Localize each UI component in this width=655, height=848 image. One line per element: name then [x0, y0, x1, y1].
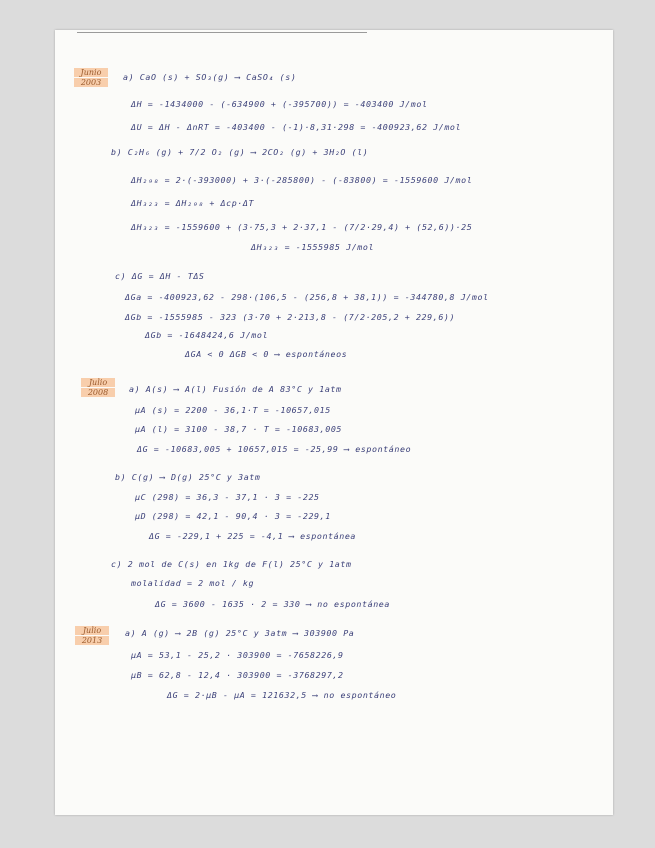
line-reaction-a: a) CaO (s) + SO₃(g) ⟶ CaSO₄ (s) [123, 72, 297, 82]
line-reaction-b: b) C₂H₆ (g) + 7/2 O₂ (g) ⟶ 2CO₂ (g) + 3H₂O (l) [111, 147, 369, 157]
section-tag-julio-2013 [72, 626, 112, 645]
line-enthalpy-323-calc: ΔH₃₂₃ = -1559600 + (3·75,3 + 2·37,1 - (7/2·29,4) + (52,6))·25 [131, 222, 473, 232]
line-gibbs-ab: ΔG = 2·μB - μA = 121632,5 ⟶ no espontáneo [167, 690, 397, 700]
line-enthalpy: ΔH = -1434000 - (-634900 + (-395700)) = -403400 J/mol [131, 99, 428, 109]
section-tag-junio-2003 [71, 68, 111, 87]
line-internal-energy: ΔU = ΔH - ΔnRT = -403400 - (-1)·8,31·298 = -400923,62 J/mol [131, 122, 462, 132]
tag-year: 2003 [74, 78, 108, 87]
line-enthalpy-298: ΔH₂₉₈ = 2·(-393000) + 3·(-285800) - (-83800) = -1559600 J/mol [131, 175, 473, 185]
line-gibbs-cd: ΔG = -229,1 + 225 = -4,1 ⟶ espontánea [149, 531, 357, 541]
line-reaction-ab: a) A (g) ⟶ 2B (g) 25°C y 3atm ⟶ 303900 Pa [125, 628, 355, 638]
line-reaction-cd: b) C(g) ⟶ D(g) 25°C y 3atm [115, 472, 261, 482]
line-mu-liquid: μA (l) = 3100 - 38,7 · T = -10683,005 [135, 424, 343, 434]
tag-year: 2008 [81, 388, 115, 397]
tag-year: 2013 [75, 636, 109, 645]
line-molality: molalidad = 2 mol / kg [131, 578, 255, 588]
line-fusion-reaction: a) A(s) ⟶ A(l) Fusión de A 83°C y 1atm [129, 384, 342, 394]
line-mu-b: μB = 62,8 - 12,4 · 303900 = -3768297,2 [131, 670, 344, 680]
tag-month: Julio [75, 626, 109, 635]
line-kirchhoff: ΔH₃₂₃ = ΔH₂₉₈ + Δcp·ΔT [131, 198, 255, 208]
notebook-page [55, 30, 613, 815]
line-gibbs-fusion: ΔG = -10683,005 + 10657,015 = -25,99 ⟶ espontáneo [137, 444, 412, 454]
line-conclusion-1: ΔGA < 0 ΔGB < 0 ⟶ espontáneos [185, 349, 348, 359]
line-solution: c) 2 mol de C(s) en 1kg de F(l) 25°C y 1atm [111, 559, 352, 569]
line-gibbs-a: ΔGa = -400923,62 - 298·(106,5 - (256,8 + 38,1)) = -344780,8 J/mol [125, 292, 489, 302]
line-mu-solid: μA (s) = 2200 - 36,1·T = -10657,015 [135, 405, 331, 415]
line-enthalpy-323-result: ΔH₃₂₃ = -1555985 J/mol [251, 242, 375, 252]
tag-month: Junio [74, 68, 108, 77]
line-gibbs-solution: ΔG = 3600 - 1635 · 2 = 330 ⟶ no espontánea [155, 599, 390, 609]
line-mu-a: μA = 53,1 - 25,2 · 303900 = -7658226,9 [131, 650, 344, 660]
line-mu-d: μD (298) = 42,1 - 90,4 · 3 = -229,1 [135, 511, 331, 521]
line-gibbs-b-result: ΔGb = -1648424,6 J/mol [145, 330, 269, 340]
tag-month: Julio [81, 378, 115, 387]
section-tag-julio-2008 [78, 378, 118, 397]
page-top-rule [77, 32, 367, 33]
line-mu-c: μC (298) = 36,3 - 37,1 · 3 = -225 [135, 492, 320, 502]
line-gibbs-b-calc: ΔGb = -1555985 - 323 (3·70 + 2·213,8 - (7/2·205,2 + 229,6)) [125, 312, 456, 322]
line-gibbs-definition: c) ΔG = ΔH - TΔS [115, 271, 205, 281]
